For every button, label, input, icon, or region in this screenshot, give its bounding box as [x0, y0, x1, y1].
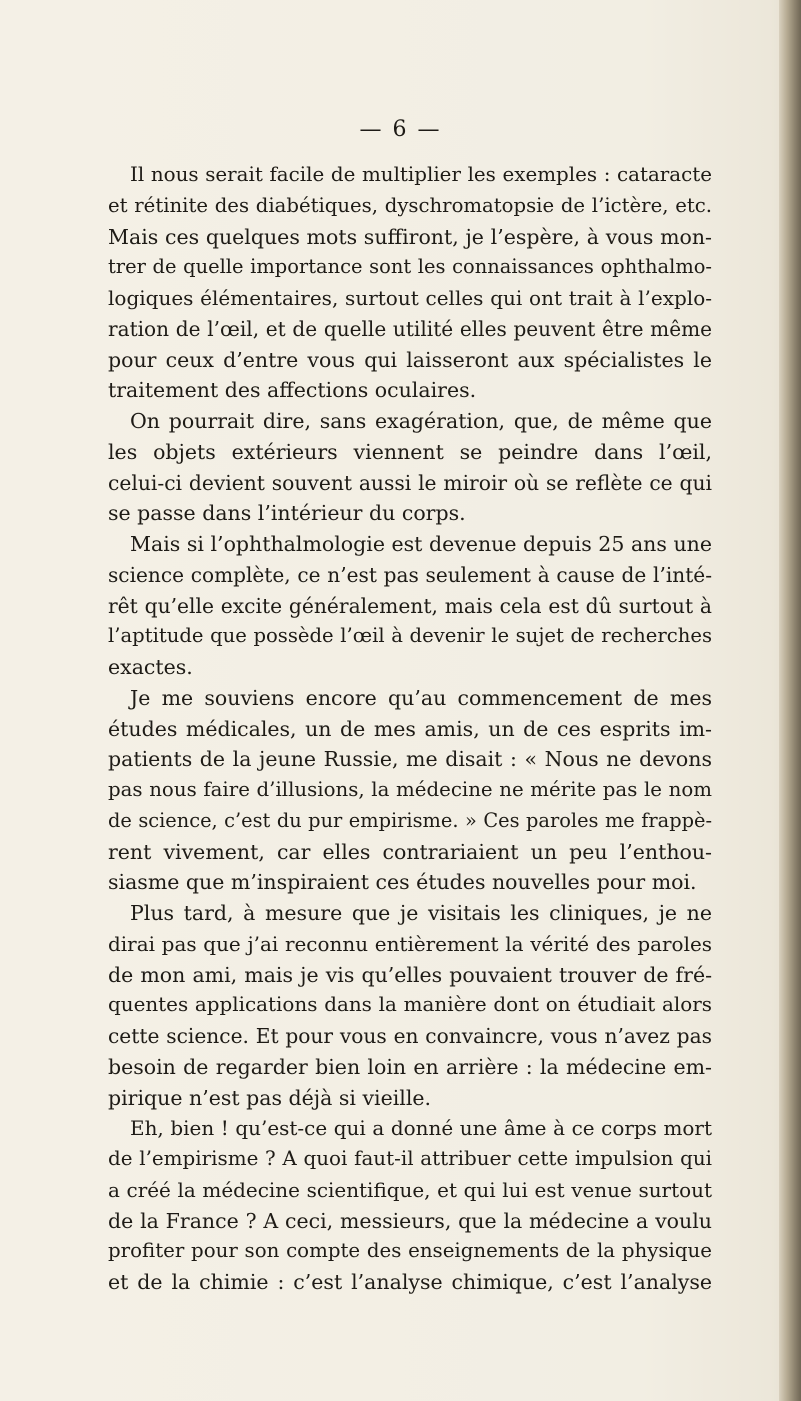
page-edge-shadow [779, 0, 801, 1401]
text-line: besoin de regarder bien loin en arrière : la médecine em- [108, 1054, 712, 1079]
text-line: Mais ces quelques mots suffiront, je l’espère, à vous mon- [108, 224, 712, 249]
text-line: pirique n’est pas déjà si vieille. [108, 1085, 432, 1110]
text-line: Plus tard, à mesure que je visitais les cliniques, je ne [130, 901, 712, 925]
text-line: l’aptitude que possède l’œil à devenir le sujet de recherches [108, 624, 712, 648]
text-line: de l’empirisme ? A quoi faut-il attribuer cette impulsion qui [108, 1147, 712, 1170]
text-line: et de la chimie : c’est l’analyse chimique, c’est l’analyse [108, 1270, 712, 1294]
text-line: dirai pas que j’ai reconnu entièrement la vérité des paroles [108, 931, 712, 956]
text-line: Je me souviens encore qu’au commencement de mes [130, 685, 712, 710]
text-line: Il nous serait facile de multiplier les exemples : cataracte [130, 163, 712, 186]
text-line: se passe dans l’intérieur du corps. [108, 501, 466, 526]
text-line: pour ceux d’entre vous qui laisseront aux spécialistes le [108, 347, 712, 372]
text-line: quentes applications dans la manière dont on étudiait alors [108, 993, 712, 1017]
text-line: celui-ci devient souvent aussi le miroir où se reflète ce qui [108, 470, 712, 495]
text-line: de science, c’est du pur empirisme. » Ces paroles me frappè- [108, 808, 712, 832]
text-line: exactes. [108, 655, 193, 679]
text-line: patients de la jeune Russie, me disait : « Nous ne devons [108, 747, 712, 772]
text-line: de mon ami, mais je vis qu’elles pouvaient trouver de fré- [108, 962, 712, 987]
text-line: ration de l’œil, et de quelle utilité elles peuvent être même [108, 316, 712, 341]
text-line: les objets extérieurs viennent se peindre dans l’œil, [108, 439, 712, 464]
text-line: trer de quelle importance sont les connaissances ophthalmo- [108, 255, 712, 279]
text-line: pas nous faire d’illusions, la médecine ne mérite pas le nom [108, 778, 712, 801]
text-line: logiques élémentaires, surtout celles qui ont trait à l’explo- [108, 286, 712, 310]
page-number: — 6 — [359, 117, 442, 142]
text-line: cette science. Et pour vous en convaincre, vous n’avez pas [108, 1024, 712, 1048]
text-line: On pourrait dire, sans exagération, que, de même que [130, 409, 712, 433]
text-line: siasme que m’inspiraient ces études nouvelles pour moi. [108, 870, 697, 895]
text-line: science complète, ce n’est pas seulement à cause de l’inté- [108, 562, 712, 587]
text-line: a créé la médecine scientifique, et qui lui est venue surtout [108, 1177, 712, 1202]
text-line: Mais si l’ophthalmologie est devenue depuis 25 ans une [130, 532, 712, 556]
text-line: profiter pour son compte des enseignements de la physique [108, 1239, 712, 1263]
text-line: traitement des affections oculaires. [108, 378, 477, 403]
text-line: études médicales, un de mes amis, un de ces esprits im- [108, 716, 712, 741]
text-line: rent vivement, car elles contrariaient un peu l’enthou- [108, 839, 712, 864]
text-line: et rétinite des diabétiques, dyschromatopsie de l’ictère, etc. [108, 193, 712, 217]
body-text [108, 160, 712, 1298]
text-line: de la France ? A ceci, messieurs, que la médecine a voulu [108, 1208, 712, 1233]
text-line: Eh, bien ! qu’est-ce qui a donné une âme à ce corps mort [130, 1116, 712, 1141]
text-line: rêt qu’elle excite généralement, mais cela est dû surtout à [108, 593, 712, 618]
